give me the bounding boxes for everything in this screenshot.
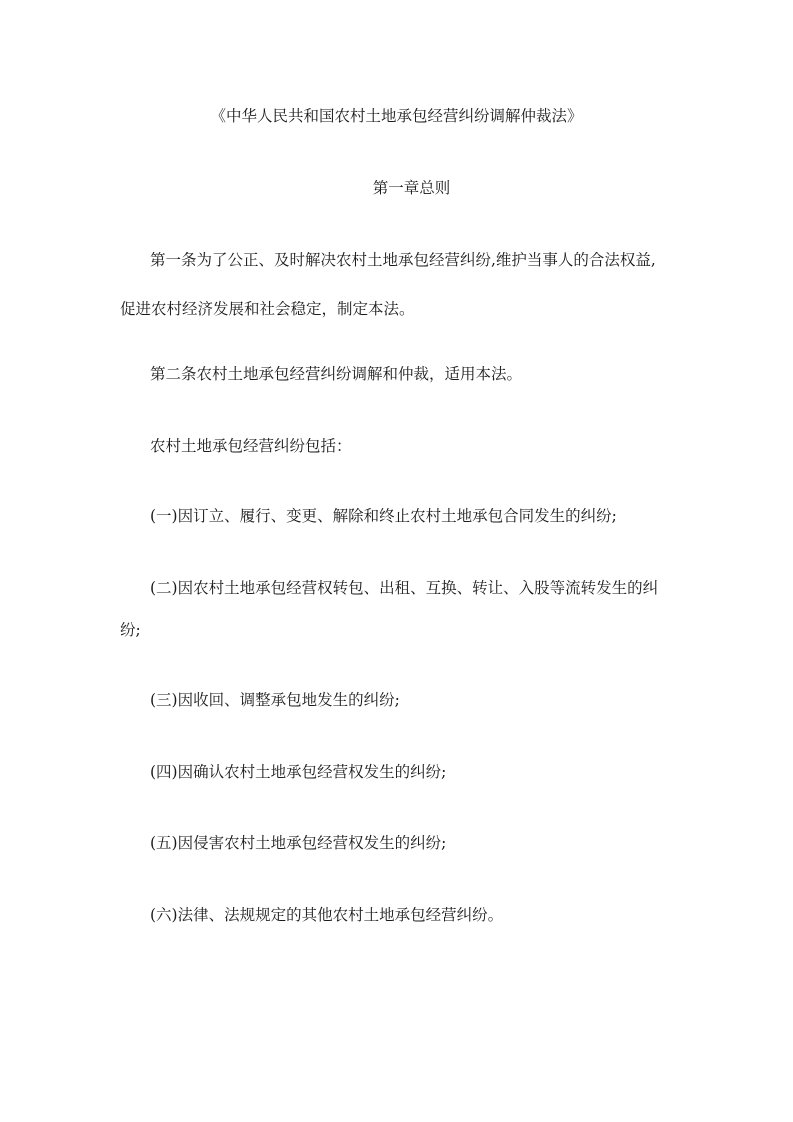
article-1-line-2: 促进农村经济发展和社会稳定，制定本法。 [120,300,415,318]
chapter-heading: 第一章总则 [372,179,451,197]
article-2-intro: 农村土地承包经营纠纷包括： [150,437,352,455]
clause-2-line-2: 纷; [120,621,141,639]
clause-4: (四)因确认农村土地承包经营权发生的纠纷; [150,763,447,781]
clause-5: (五)因侵害农村土地承包经营权发生的纠纷; [150,834,447,852]
document-title: 《中华人民共和国农村土地承包经营纠纷调解仲裁法》 [210,107,583,125]
clause-1: (一)因订立、履行、变更、解除和终止农村土地承包合同发生的纠纷; [150,507,617,525]
clause-2-line-1: (二)因农村土地承包经营权转包、出租、互换、转让、入股等流转发生的纠 [150,579,659,597]
clause-6: (六)法律、法规规定的其他农村土地承包经营纠纷。 [150,906,504,924]
clause-3: (三)因收回、调整承包地发生的纠纷; [150,691,400,709]
article-1-line-1: 第一条为了公正、及时解决农村土地承包经营纠纷,维护当事人的合法权益, [150,251,656,269]
article-2: 第二条农村土地承包经营纠纷调解和仲裁，适用本法。 [150,365,523,383]
